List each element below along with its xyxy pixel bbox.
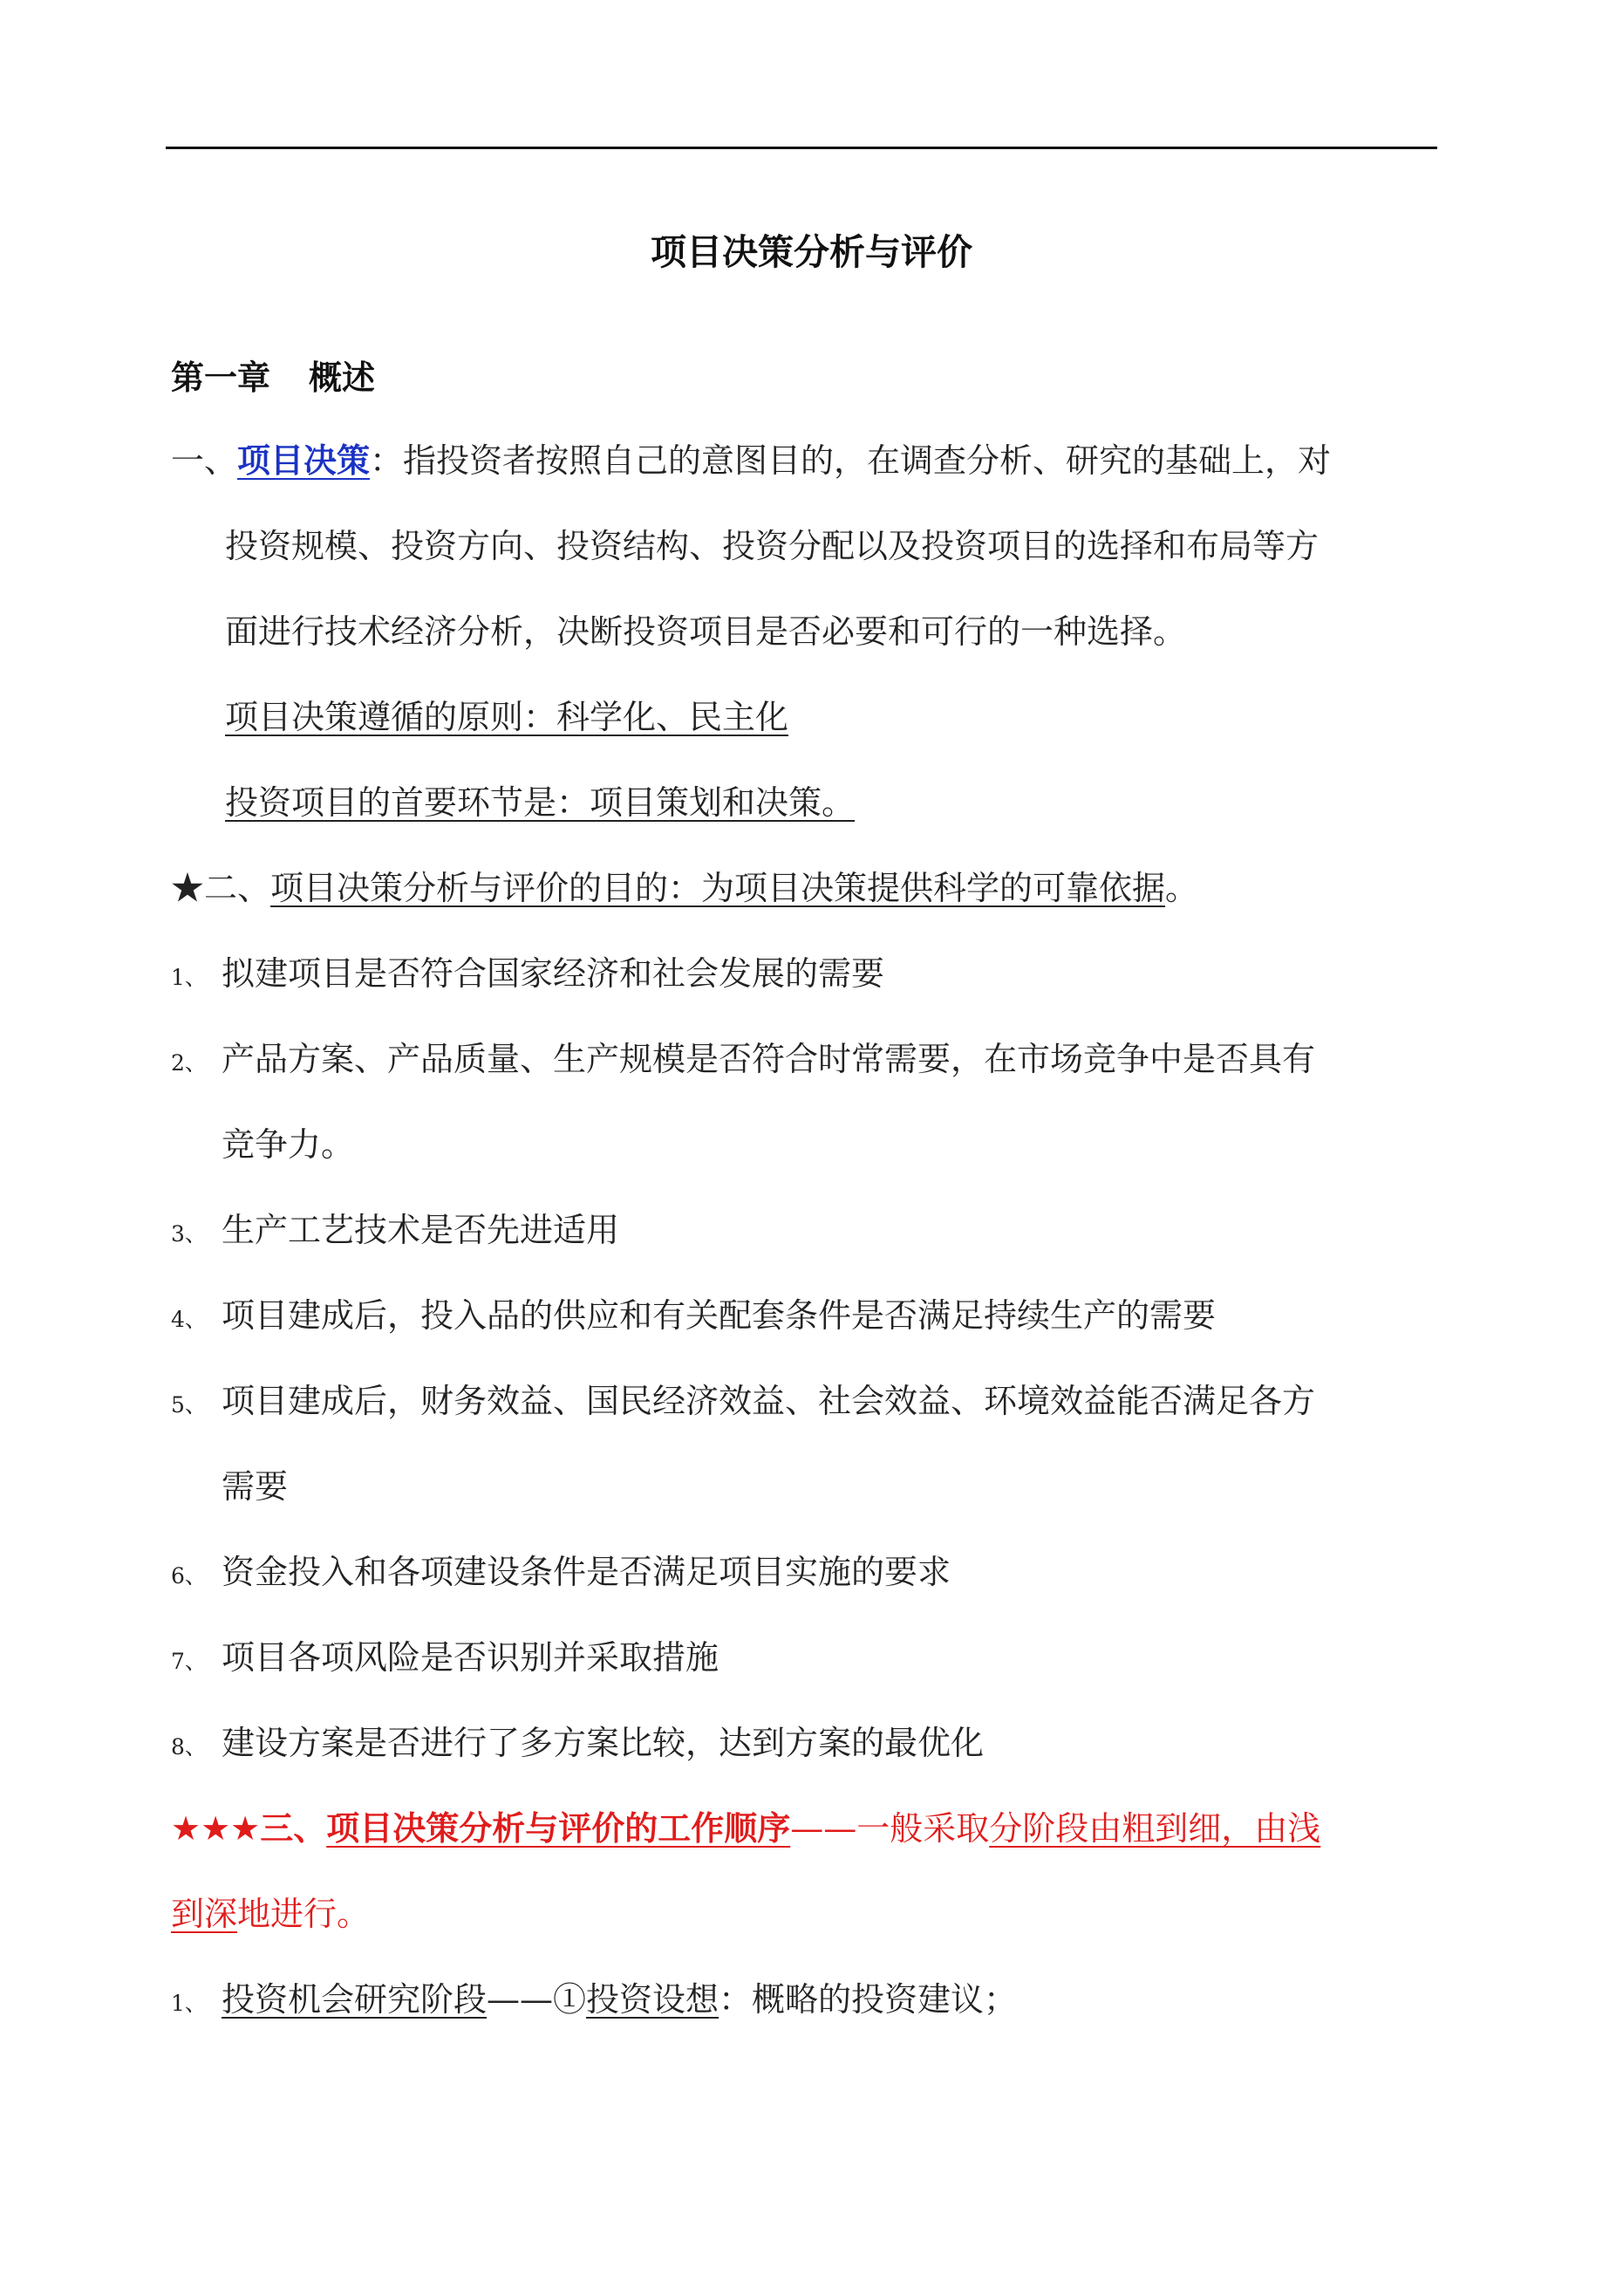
sec3-tail: 地进行。 [237,1895,371,1933]
list-item-number: 8、 [171,1734,207,1760]
list-item [171,1721,984,1769]
list-item-number: 6、 [171,1563,207,1589]
sec3-phrase-2: 到深 [171,1895,238,1933]
sec2-heading-end: 。 [1165,869,1199,907]
sec3-phrase-1: 分阶段由粗到细，由浅 [989,1809,1321,1848]
list-item-text: 资金投入和各项建设条件是否满足项目实施的要求 [222,1553,951,1591]
list-item [171,1636,719,1684]
list-item [171,1037,1315,1085]
sec1-line2: 投资规模、投资方向、投资结构、投资分配以及投资项目的选择和布局等方 [225,527,1320,565]
sec2-heading [171,866,1198,910]
page-title: 项目决策分析与评价 [651,231,972,273]
list-item-text: 项目各项风险是否识别并采取措施 [222,1638,719,1677]
list-item-number: 1、 [171,1991,207,2016]
sec1-line1 [171,439,1331,482]
sec1-text-1: 指投资者按照自己的意图目的，在调查分析、研究的基础上，对 [403,441,1332,480]
sec1-term-link[interactable]: 项目决策 [237,441,371,480]
list-item-text: 项目建成后，财务效益、国民经济效益、社会效益、环境效益能否满足各方 [222,1382,1316,1420]
sec1-first-step-text: 投资项目的首要环节是：项目策划和决策。 [225,783,856,822]
sec3-dash: ——一般采取 [790,1809,990,1848]
sec1-prefix: 一、 [171,441,238,480]
sec1-line3: 面进行技术经济分析，决断投资项目是否必要和可行的一种选择。 [225,612,1187,651]
chapter-label: 第一章 [171,359,271,397]
stage-name: 投资机会研究阶段 [222,1980,488,2019]
list-item-continuation: 需要 [222,1467,289,1506]
list-item [171,1978,1017,2026]
chapter-name: 概述 [309,359,376,397]
list-item [171,1550,951,1598]
list-item-text: 建设方案是否进行了多方案比较，达到方案的最优化 [222,1724,985,1762]
stage-rest: ：概略的投资建议； [719,1980,1018,2019]
list-item [171,1379,1315,1427]
sec2-heading-text: 项目决策分析与评价的目的：为项目决策提供科学的可靠依据 [270,869,1166,907]
list-item-text: 产品方案、产品质量、生产规模是否符合时常需要，在市场竞争中是否具有 [222,1040,1316,1078]
list-item-continuation: 竞争力。 [222,1125,355,1164]
sec3-heading-cont [171,1892,370,1936]
sec3-heading-text: 项目决策分析与评价的工作顺序 [326,1809,791,1848]
list-item-text: 生产工艺技术是否先进适用 [222,1211,620,1249]
sec3-heading [171,1807,1320,1850]
sec2-prefix: ★二、 [171,869,271,907]
list-item-number: 5、 [171,1392,207,1418]
list-item-number: 4、 [171,1307,207,1332]
list-item-number: 1、 [171,965,207,990]
sec1-principle [225,695,788,739]
sec1-principle-text: 项目决策遵循的原则：科学化、民主化 [225,698,789,736]
sec3-prefix: ★★★三、 [171,1809,327,1848]
list-item-number: 2、 [171,1050,207,1076]
list-item-number: 7、 [171,1649,207,1674]
list-item-text: 项目建成后，投入品的供应和有关配套条件是否满足持续生产的需要 [222,1296,1217,1335]
list-item-text: 拟建项目是否符合国家经济和社会发展的需要 [222,954,885,993]
list-item-number: 3、 [171,1221,207,1247]
list-item [171,1294,1216,1342]
stage-sub: 投资设想 [586,1980,719,2019]
stage-dash: ——① [487,1980,587,2019]
sec1-first-step [225,781,855,824]
chapter-heading [171,356,375,400]
list-item [171,952,884,1000]
sec1-colon: ： [370,441,404,480]
list-item [171,1208,619,1256]
header-rule [166,147,1437,149]
